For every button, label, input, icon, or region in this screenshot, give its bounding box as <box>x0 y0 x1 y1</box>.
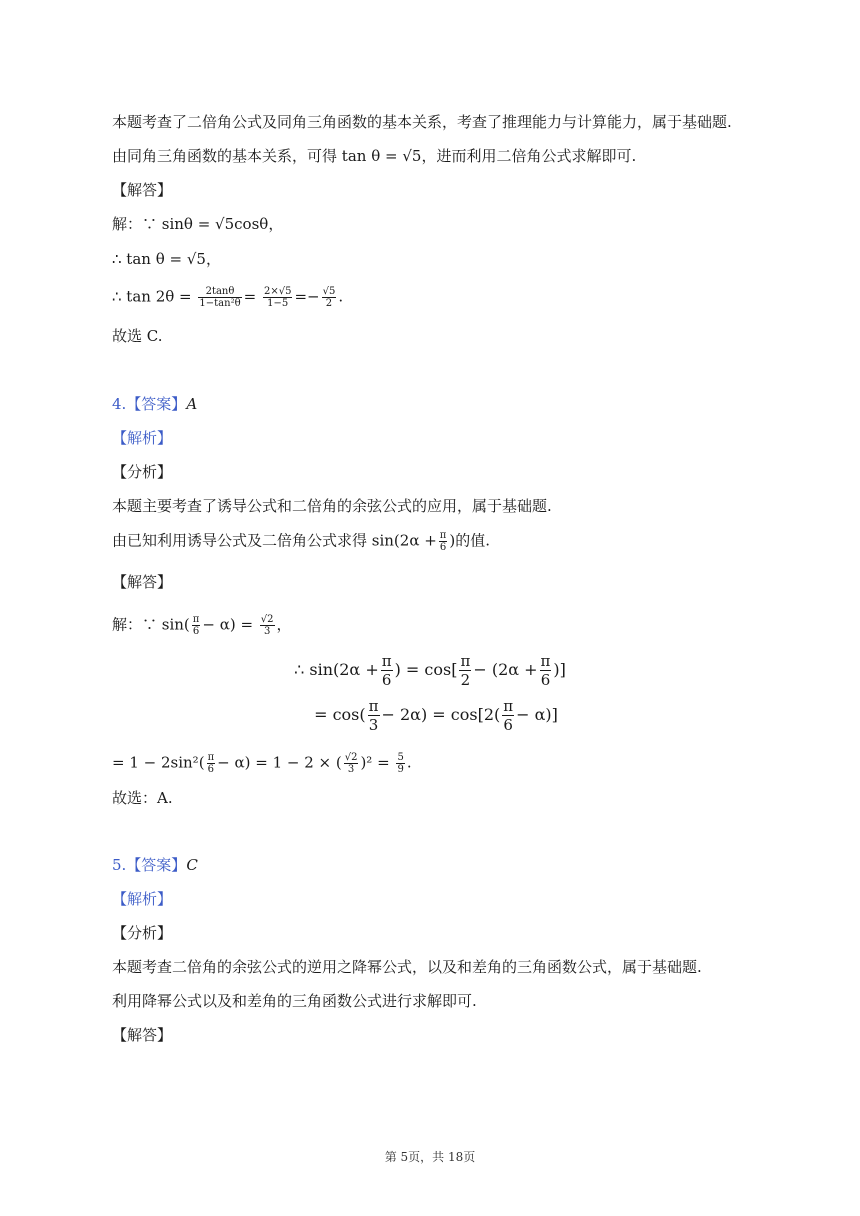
fraction <box>207 752 216 775</box>
q3-analysis-line-1: 本题考查了二倍角公式及同角三角函数的基本关系，考查了推理能力与计算能力，属于基础题. <box>112 113 732 131</box>
equation-text: − α)] <box>516 705 558 724</box>
q3-analysis-line-2 <box>112 146 636 166</box>
fraction-numerator: √2 <box>260 614 274 625</box>
q5-answer-value: C <box>186 856 198 874</box>
equation-text: )² = <box>360 753 390 772</box>
q4-answer-value: A <box>186 395 198 413</box>
q4-analysis-text-2: )的值. <box>449 531 490 550</box>
fraction-denominator: 3 <box>368 716 379 734</box>
q3-step-3-prefix: ∴ tan 2θ = <box>112 287 192 306</box>
q4-answer-label: 4.【答案】 <box>112 395 187 413</box>
fraction-denominator: 6 <box>192 626 200 637</box>
page-footer: 第 5页，共 18页 <box>384 1150 476 1164</box>
equation-text: − (2α + <box>473 660 538 679</box>
fraction <box>439 530 448 553</box>
fraction-numerator: π <box>381 652 392 670</box>
fraction-denominator: 2 <box>460 671 471 689</box>
fraction-denominator: 6 <box>381 671 392 689</box>
fraction <box>540 652 552 689</box>
q3-step-1: 解：∵ sinθ = √5cosθ， <box>112 215 284 233</box>
fraction <box>198 286 241 309</box>
q3-analysis-text: 由同角三角函数的基本关系，可得 <box>112 147 338 165</box>
fraction-numerator: π <box>503 697 514 715</box>
fraction <box>381 652 393 689</box>
q3-step-2: ∴ tan θ = √5， <box>112 250 221 268</box>
fraction-denominator: 3 <box>347 764 355 775</box>
fraction-numerator: π <box>192 614 200 625</box>
fraction-numerator: √2 <box>344 752 358 763</box>
q4-given-text-2: − α) = <box>202 615 254 634</box>
fraction <box>322 286 337 309</box>
fraction-numerator: 2×√5 <box>263 286 292 297</box>
fraction-denominator: 6 <box>540 671 551 689</box>
q4-fenxi-heading: 【分析】 <box>112 463 173 481</box>
q5-answer-label: 5.【答案】 <box>112 856 187 874</box>
q4-given-text: 解：∵ sin( <box>112 615 190 634</box>
fraction-numerator: 2tanθ <box>198 286 241 298</box>
fraction-numerator: π <box>540 652 551 670</box>
q5-solution-heading: 【解答】 <box>112 1026 173 1044</box>
fraction-numerator: π <box>207 752 215 763</box>
q4-given <box>112 614 292 637</box>
fraction <box>192 614 201 637</box>
q4-choice: 故选：A. <box>112 789 173 807</box>
q3-choice: 故选 C. <box>112 327 163 345</box>
q3-step-3: ∴ tan 2θ = $\frac{2\tan\theta}{\text{1−tan²θ}}$ = $\frac{2\times√5}{1-5}$ =− $\frac{√5}{2}$ . <box>112 286 344 309</box>
equation-text: )] <box>553 660 566 679</box>
fraction-denominator: 3 <box>263 626 271 637</box>
fraction-denominator: 6 <box>503 716 513 734</box>
q5-jiexi-heading: 【解析】 <box>112 890 173 908</box>
q4-analysis-text: 由已知利用诱导公式及二倍角公式求得 sin(2α + <box>112 531 437 550</box>
q4-solution-heading: 【解答】 <box>112 573 173 591</box>
q4-answer <box>112 394 197 414</box>
equation-text: − 2α) = cos[2( <box>381 705 501 724</box>
q4-equation-2 <box>0 697 860 734</box>
q3-solution-heading: 【解答】 <box>112 181 173 199</box>
fraction-denominator: 6 <box>439 542 447 553</box>
equation-text: = cos( <box>314 705 366 724</box>
fraction <box>368 697 380 734</box>
fraction-numerator: π <box>460 652 471 670</box>
equation-text: = 1 − 2sin²( <box>112 753 205 772</box>
q4-equation-3 <box>112 752 412 775</box>
q4-given-comma: ， <box>276 615 292 634</box>
fraction-numerator: √5 <box>322 286 336 297</box>
equation-text: − α) = 1 − 2 × ( <box>217 753 342 772</box>
fraction <box>260 614 275 637</box>
fraction-denominator: 6 <box>207 764 215 775</box>
equation-text: . <box>406 753 412 772</box>
fraction-denominator: 9 <box>397 764 404 775</box>
fraction <box>344 752 359 775</box>
equation-text: ∴ sin(2α + <box>294 660 379 679</box>
equals-minus: =− <box>294 287 320 306</box>
fraction-numerator: π <box>368 697 379 715</box>
fraction-denominator: 1−tan²θ <box>199 298 241 309</box>
fraction <box>263 286 292 309</box>
q3-analysis-math: tan θ = √5 <box>341 147 422 165</box>
q5-answer <box>112 855 198 875</box>
fraction-denominator: 1−5 <box>267 298 289 309</box>
q4-jiexi-heading: 【解析】 <box>112 429 173 447</box>
q4-analysis-line-1: 本题主要考查了诱导公式和二倍角的余弦公式的应用，属于基础题. <box>112 497 552 515</box>
fraction-denominator: 2 <box>325 298 333 309</box>
fraction-numerator: π <box>439 530 447 541</box>
q4-equation-1 <box>0 652 860 689</box>
fraction-numerator: 5 <box>397 752 404 763</box>
equation-text: ) = cos[ <box>394 660 458 679</box>
fraction <box>502 697 514 734</box>
q3-analysis-text-2: ，进而利用二倍角公式求解即可. <box>421 147 637 165</box>
fraction <box>396 752 404 775</box>
fraction <box>459 652 471 689</box>
q5-analysis-line-1: 本题考查二倍角的余弦公式的逆用之降幂公式，以及和差角的三角函数公式，属于基础题. <box>112 958 702 976</box>
q5-analysis-line-2: 利用降幂公式以及和差角的三角函数公式进行求解即可. <box>112 992 477 1010</box>
q5-fenxi-heading: 【分析】 <box>112 924 173 942</box>
q4-analysis-line-2 <box>112 530 490 553</box>
